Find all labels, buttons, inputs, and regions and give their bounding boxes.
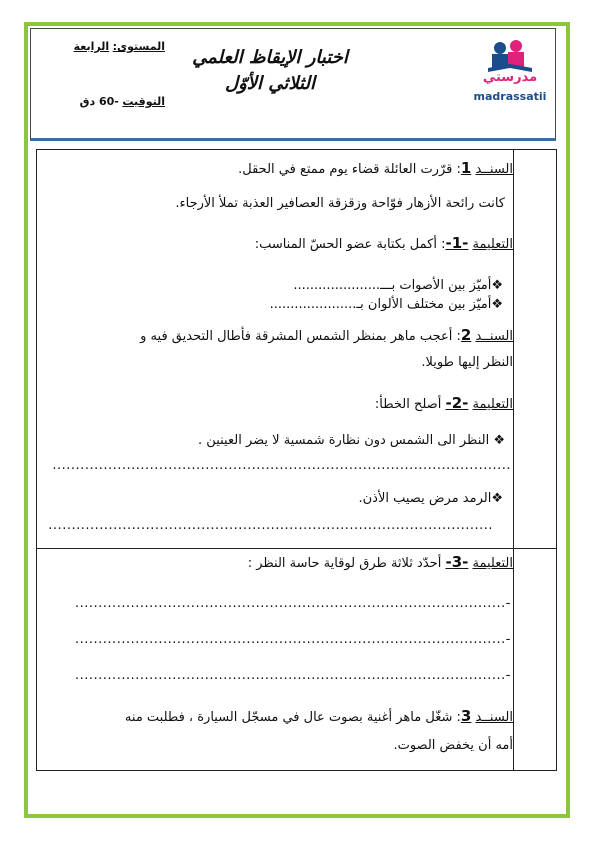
level-label: المستوى: bbox=[112, 40, 165, 53]
sanad3-line2: أمه أن يخفض الصوت. bbox=[393, 738, 513, 753]
task3-answer-line3[interactable]: -............................................................................................. bbox=[75, 668, 511, 683]
time-field bbox=[60, 95, 165, 108]
exam-title: اختبار الإيقاظ العلمي bbox=[192, 47, 348, 68]
logo-latin-text: madrassatii bbox=[473, 90, 547, 103]
task3-answer-line1[interactable]: -............................................................................................. bbox=[75, 596, 511, 611]
task2-item2: ❖الرمد مرض يصيب الأذن. bbox=[358, 491, 503, 506]
exam-term: الثلاثي الأوّل bbox=[225, 73, 315, 94]
sanad2-line2: النظر إليها طويلا. bbox=[421, 355, 513, 370]
task2-answer-line2[interactable]: ................................................................................................ bbox=[48, 518, 493, 533]
task3: التعليمة -3- أحدّد ثلاثة طرق لوقاية حاسة النظر : bbox=[247, 553, 513, 571]
task2-item1: ❖ النظر الى الشمس دون نظارة شمسية لا يضر العينين . bbox=[198, 433, 505, 448]
score-column-divider bbox=[513, 149, 514, 771]
row-divider bbox=[36, 548, 557, 549]
task1-item2: ❖أميّز بين مختلف الألوان بـ..................... bbox=[269, 297, 503, 312]
task2-answer-line1[interactable]: ................................................................................................... bbox=[52, 458, 511, 473]
time-label: التوقيت bbox=[122, 95, 165, 108]
time-value: -60 دق bbox=[79, 95, 119, 108]
sanad3: السنــد 3: شغّل ماهر أغنية بصوت عال في مسجّل السيارة ، فطلبت منه bbox=[124, 707, 513, 725]
task1: التعليمة -1-: أكمل بكتابة عضو الحسّ المناسب: bbox=[254, 234, 513, 252]
task1-item1: ❖أميّز بين الأصوات بـــ..................... bbox=[293, 278, 503, 293]
task2: التعليمة -2- أصلح الخطأ: bbox=[374, 394, 513, 412]
level-field bbox=[60, 40, 165, 53]
task3-answer-line2[interactable]: -............................................................................................. bbox=[75, 632, 511, 647]
level-value: الرابعة bbox=[73, 40, 110, 53]
logo-arabic-text: مدرستي bbox=[482, 70, 538, 85]
sanad2: السنــد 2: أعجب ماهر بمنظر الشمس المشرقة فأطال التحديق فيه و bbox=[140, 326, 513, 344]
sanad1: السنــد 1: قرّرت العائلة قضاء يوم ممتع في الحقل. bbox=[238, 159, 513, 177]
sanad1-line2: كانت رائحة الأزهار فوّاحة وزقزقة العصافير العذبة تملأ الأرجاء. bbox=[175, 196, 505, 211]
